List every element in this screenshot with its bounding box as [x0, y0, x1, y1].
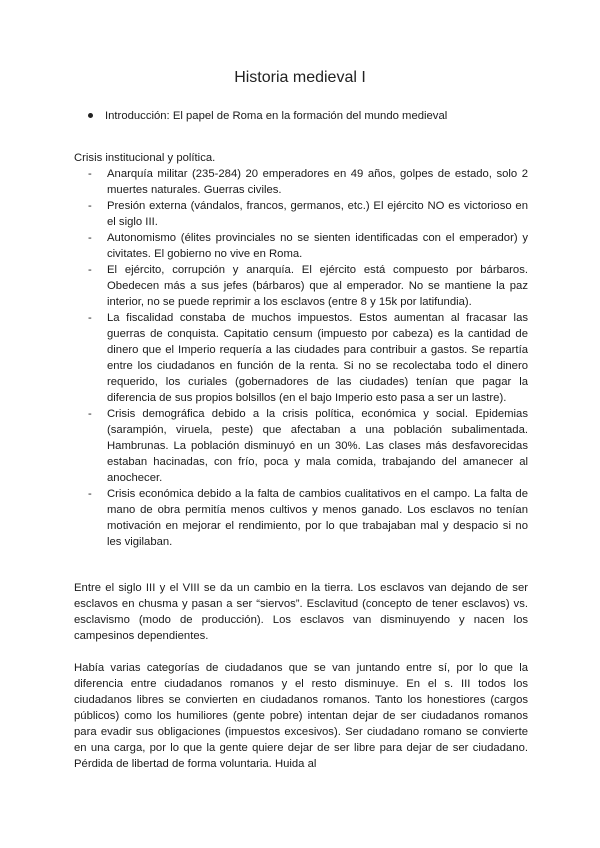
intro-bullet	[88, 110, 447, 122]
section-heading: Crisis institucional y política.	[74, 152, 216, 164]
paragraph-land-change: Entre el siglo III y el VIII se da un cambio en la tierra. Los esclavos van dejando de ser esclavos en chusma y pasan a ser “siervos”. Esclavitud (concepto de tener esclavos) vs. esclavismo (modo de producción). Los esclavos van disminuyendo y nacen los campesinos dependientes.	[74, 582, 528, 642]
intro-text: Introducción: El papel de Roma en la formación del mundo medieval	[105, 110, 448, 122]
paragraph-citizens: Había varias categorías de ciudadanos que se van juntando entre sí, por lo que la diferencia entre ciudadanos romanos y el resto disminuye. En el s. III todos los ciudadanos libres se convierten en ciudadanos romanos. Tanto los honestiores (cargos públicos) como los humiliores (gente pobre) intentan dejar de ser ciudadanos romanos para evadir sus obligaciones (impuestos excesivos). Ser ciudadano romano se convierte en una carga, por lo que la gente quiere dejar de ser libre para dejar de ser ciudadano. Pérdida de libertad de forma voluntaria. Huida al	[74, 662, 528, 770]
crisis-list	[74, 166, 528, 550]
document-title: Historia medieval I	[234, 69, 366, 86]
list-item: - Autonomismo (élites provinciales no se sienten identificadas con el emperador) y civitates. El gobierno no vive en Roma.	[74, 230, 528, 262]
list-item: - Presión externa (vándalos, francos, germanos, etc.) El ejército NO es victorioso en el siglo III.	[74, 198, 528, 230]
list-item: - Anarquía militar (235-284) 20 emperadores en 49 años, golpes de estado, solo 2 muertes naturales. Guerras civiles.	[74, 166, 528, 198]
bullet-icon	[88, 113, 93, 118]
list-item: - Crisis económica debido a la falta de cambios cualitativos en el campo. La falta de mano de obra permitía menos cultivos y menos ganado. Los esclavos no tenían motivación en mejorar el rendimiento, por lo que trabajaban mal y despacio si no les vigilaban.	[74, 486, 528, 550]
list-item: - La fiscalidad constaba de muchos impuestos. Estos aumentan al fracasar las guerras de conquista. Capitatio censum (impuesto por cabeza) es la cantidad de dinero que el Imperio requería a las ciudades para contribuir a gastos. Se repartía entre los ciudadanos en función de la renta. Si no se recolectaba todo el dinero requerido, los curiales (gobernadores de las ciudades) tenían que pagar la diferencia de sus propios bolsillos (en el bajo Imperio esto pasa a ser un lastre).	[74, 310, 528, 406]
list-item: - El ejército, corrupción y anarquía. El ejército está compuesto por bárbaros. Obedecen más a sus jefes (bárbaros) que al emperador. No se mantiene la paz interior, no se puede reprimir a los esclavos (entre 8 y 15k por latifundia).	[74, 262, 528, 310]
list-item: - Crisis demográfica debido a la crisis política, económica y social. Epidemias (sarampión, viruela, peste) que afectaban a una población subalimentada. Hambrunas. La población disminuyó en un 30%. Las clases más desfavorecidas estaban hacinadas, con frío, poca y mala comida, trabajando del amanecer al anochecer.	[74, 406, 528, 486]
